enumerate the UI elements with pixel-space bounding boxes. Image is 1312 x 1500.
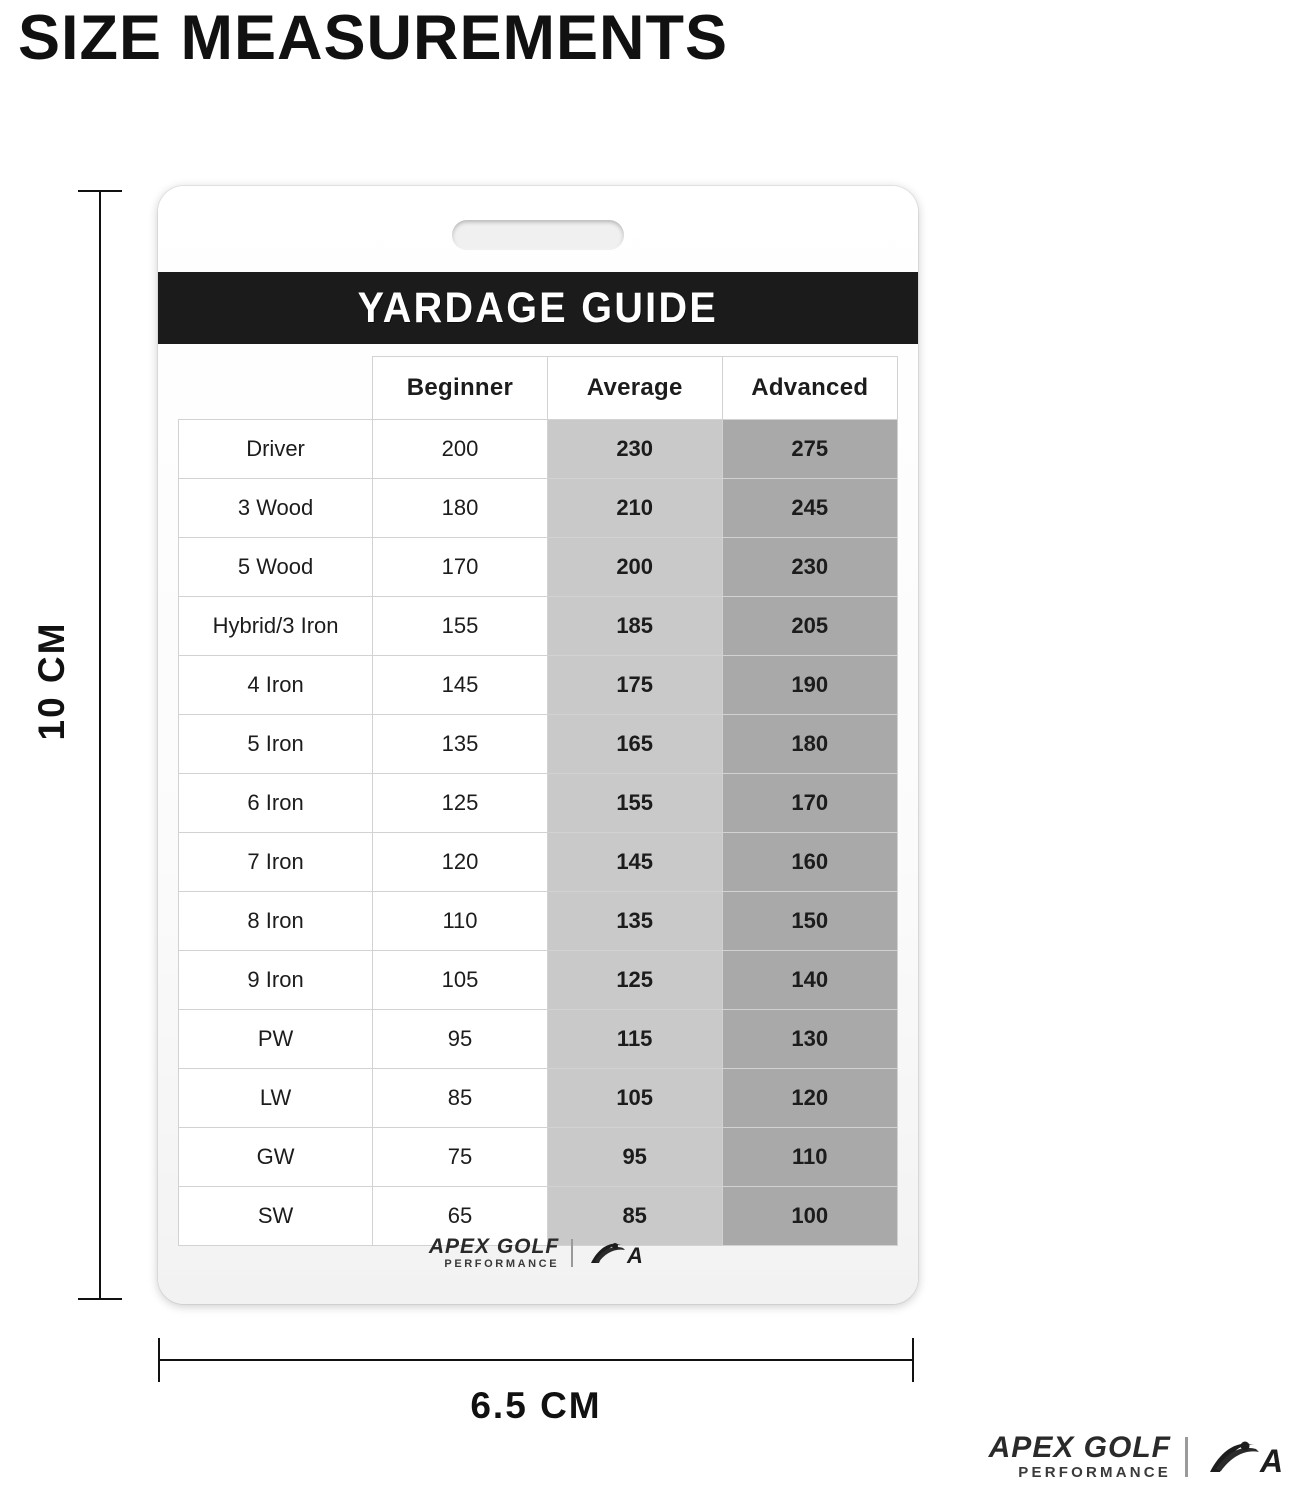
advanced-yardage: 160: [722, 833, 897, 892]
average-yardage: 155: [547, 774, 722, 833]
table-row: [179, 892, 898, 951]
average-yardage: 210: [547, 479, 722, 538]
height-dimension-line: [70, 190, 130, 1300]
corner-brand-name: APEX GOLF: [988, 1431, 1171, 1464]
card-header-title: YARDAGE GUIDE: [357, 283, 719, 332]
corner-brand-divider: [1185, 1437, 1188, 1477]
table-row: [179, 715, 898, 774]
table-row: [179, 479, 898, 538]
club-name: SW: [179, 1187, 373, 1246]
table-row: [179, 833, 898, 892]
corner-brand-tagline: PERFORMANCE: [1018, 1464, 1171, 1481]
average-yardage: 165: [547, 715, 722, 774]
table-body: [179, 420, 898, 1246]
punch-hole-slot: [452, 220, 624, 250]
beginner-yardage: 65: [373, 1187, 548, 1246]
width-dimension-line: [158, 1338, 914, 1382]
table-row: [179, 597, 898, 656]
card-brand-tagline: PERFORMANCE: [444, 1258, 560, 1270]
corner-brand-text: [989, 1433, 1171, 1480]
club-name: GW: [179, 1128, 373, 1187]
club-name: 6 Iron: [179, 774, 373, 833]
advanced-yardage: 245: [722, 479, 897, 538]
beginner-yardage: 125: [373, 774, 548, 833]
advanced-yardage: 190: [722, 656, 897, 715]
table-header-beginner: Beginner: [373, 357, 548, 420]
average-yardage: 200: [547, 538, 722, 597]
table-row: [179, 656, 898, 715]
advanced-yardage: 150: [722, 892, 897, 951]
table-header-row: [179, 357, 898, 420]
beginner-yardage: 85: [373, 1069, 548, 1128]
advanced-yardage: 120: [722, 1069, 897, 1128]
table-row: [179, 951, 898, 1010]
average-yardage: 105: [547, 1069, 722, 1128]
table-row: [179, 1069, 898, 1128]
beginner-yardage: 105: [373, 951, 548, 1010]
width-line: [158, 1359, 914, 1361]
advanced-yardage: 170: [722, 774, 897, 833]
beginner-yardage: 75: [373, 1128, 548, 1187]
beginner-yardage: 145: [373, 656, 548, 715]
club-name: LW: [179, 1069, 373, 1128]
width-dimension-label: 6.5 CM: [470, 1385, 602, 1426]
average-yardage: 115: [547, 1010, 722, 1069]
beginner-yardage: 200: [373, 420, 548, 479]
page-title: SIZE MEASUREMENTS: [18, 3, 729, 73]
beginner-yardage: 110: [373, 892, 548, 951]
club-name: Driver: [179, 420, 373, 479]
table-row: [179, 1010, 898, 1069]
yardage-guide-card: [158, 186, 918, 1304]
club-name: PW: [179, 1010, 373, 1069]
club-name: Hybrid/3 Iron: [179, 597, 373, 656]
golfer-swing-icon: [585, 1237, 647, 1269]
advanced-yardage: 140: [722, 951, 897, 1010]
golfer-swing-icon: [1202, 1434, 1290, 1480]
table-row: [179, 1128, 898, 1187]
advanced-yardage: 230: [722, 538, 897, 597]
beginner-yardage: 135: [373, 715, 548, 774]
table-row: [179, 774, 898, 833]
svg-text:A: A: [627, 1243, 644, 1268]
card-header-bar: [158, 272, 918, 344]
beginner-yardage: 170: [373, 538, 548, 597]
advanced-yardage: 110: [722, 1128, 897, 1187]
card-brand-logo: [158, 1236, 918, 1270]
table-header-corner: [179, 357, 373, 420]
club-name: 3 Wood: [179, 479, 373, 538]
yardage-table: [178, 356, 898, 1246]
card-brand-text: [429, 1236, 559, 1270]
height-cap-bottom: [78, 1298, 122, 1300]
average-yardage: 230: [547, 420, 722, 479]
table-row: [179, 420, 898, 479]
height-line: [99, 190, 101, 1300]
advanced-yardage: 130: [722, 1010, 897, 1069]
beginner-yardage: 155: [373, 597, 548, 656]
advanced-yardage: 205: [722, 597, 897, 656]
advanced-yardage: 100: [722, 1187, 897, 1246]
table-row: [179, 538, 898, 597]
advanced-yardage: 275: [722, 420, 897, 479]
svg-text:A: A: [1260, 1442, 1284, 1479]
yardage-table-container: [178, 356, 898, 1246]
club-name: 5 Wood: [179, 538, 373, 597]
average-yardage: 185: [547, 597, 722, 656]
average-yardage: 145: [547, 833, 722, 892]
club-name: 9 Iron: [179, 951, 373, 1010]
club-name: 8 Iron: [179, 892, 373, 951]
beginner-yardage: 180: [373, 479, 548, 538]
club-name: 5 Iron: [179, 715, 373, 774]
average-yardage: 175: [547, 656, 722, 715]
club-name: 7 Iron: [179, 833, 373, 892]
height-dimension-label: 10 CM: [31, 621, 72, 741]
table-header-average: Average: [547, 357, 722, 420]
card-brand-name: APEX GOLF: [428, 1235, 560, 1258]
card-brand-divider: [571, 1239, 573, 1267]
beginner-yardage: 120: [373, 833, 548, 892]
average-yardage: 135: [547, 892, 722, 951]
average-yardage: 95: [547, 1128, 722, 1187]
average-yardage: 125: [547, 951, 722, 1010]
beginner-yardage: 95: [373, 1010, 548, 1069]
club-name: 4 Iron: [179, 656, 373, 715]
advanced-yardage: 180: [722, 715, 897, 774]
average-yardage: 85: [547, 1187, 722, 1246]
corner-brand-logo: [989, 1433, 1290, 1480]
width-cap-right: [912, 1338, 914, 1382]
table-header-advanced: Advanced: [722, 357, 897, 420]
